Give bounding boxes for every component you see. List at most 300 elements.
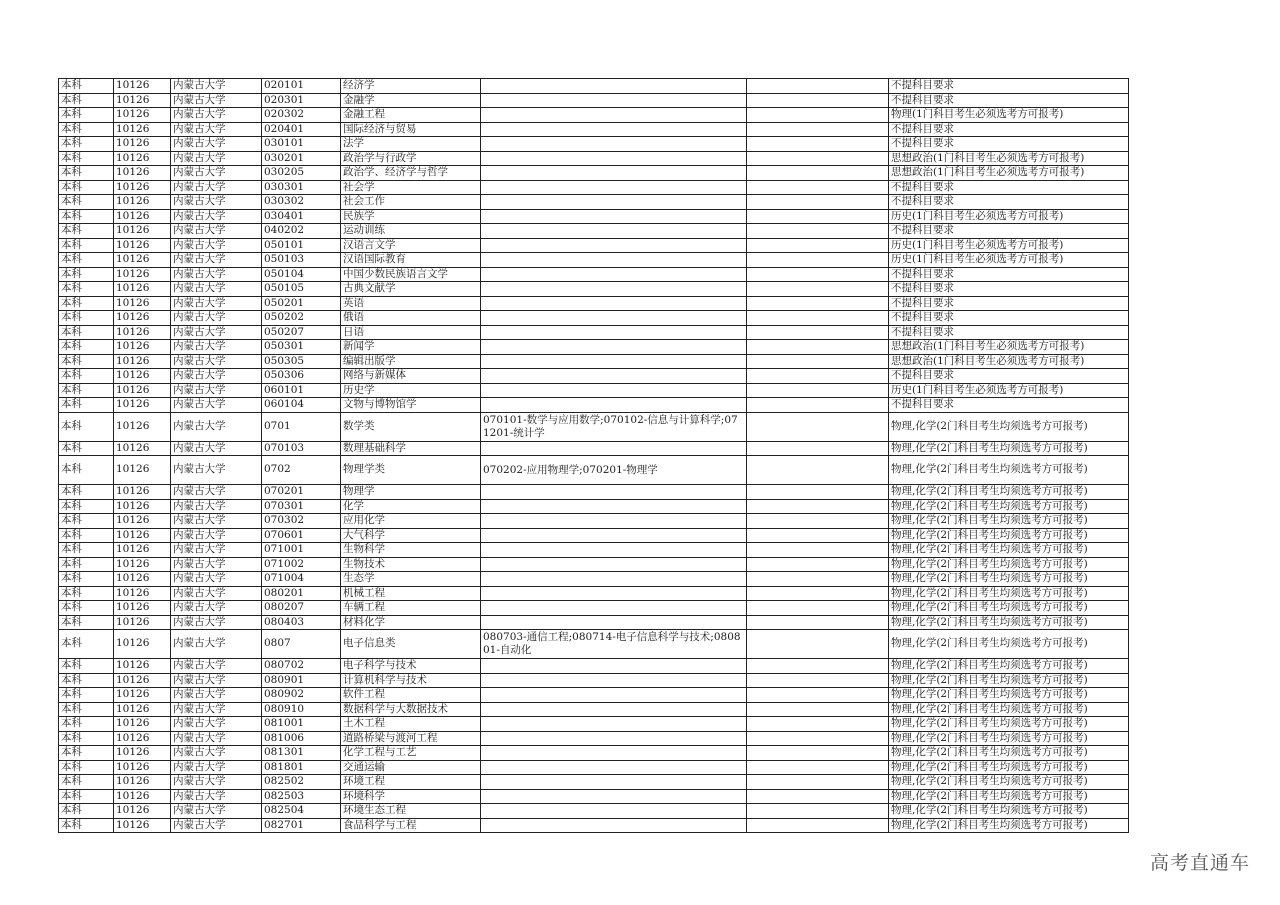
subject-requirement-cell: 思想政治(1门科目考生必须选考方可报考) — [889, 166, 1129, 181]
level-cell: 本科 — [59, 818, 114, 833]
level-cell: 本科 — [59, 340, 114, 355]
major-code-cell: 082502 — [262, 775, 341, 790]
school-name-cell: 内蒙古大学 — [171, 354, 262, 369]
subject-requirement-cell: 历史(1门科目考生必须选考方可报考) — [889, 238, 1129, 253]
table-row — [59, 325, 1129, 340]
included-majors-cell: 070101-数学与应用数学;070102-信息与计算科学;071201-统计学 — [481, 412, 747, 441]
major-code-cell: 050103 — [262, 253, 341, 268]
included-majors-cell — [481, 137, 747, 152]
included-majors-cell — [481, 122, 747, 137]
school-name-cell: 内蒙古大学 — [171, 340, 262, 355]
major-name-cell: 化学 — [341, 499, 481, 514]
level-cell: 本科 — [59, 485, 114, 500]
included-majors-cell — [481, 659, 747, 674]
table-row — [59, 267, 1129, 282]
school-code-cell: 10126 — [114, 354, 171, 369]
subject-requirement-cell: 物理,化学(2门科目考生均须选考方可报考) — [889, 514, 1129, 529]
major-code-cell: 060104 — [262, 398, 341, 413]
school-code-cell: 10126 — [114, 224, 171, 239]
subject-requirement-cell: 物理,化学(2门科目考生均须选考方可报考) — [889, 543, 1129, 558]
note-cell — [747, 456, 889, 485]
major-code-cell: 081001 — [262, 717, 341, 732]
major-name-cell: 社会学 — [341, 180, 481, 195]
school-name-cell: 内蒙古大学 — [171, 804, 262, 819]
level-cell: 本科 — [59, 615, 114, 630]
table-row — [59, 499, 1129, 514]
major-name-cell: 数据科学与大数据技术 — [341, 702, 481, 717]
major-name-cell: 交通运输 — [341, 760, 481, 775]
subject-requirement-cell: 思想政治(1门科目考生必须选考方可报考) — [889, 354, 1129, 369]
subject-requirement-cell: 物理,化学(2门科目考生均须选考方可报考) — [889, 499, 1129, 514]
major-name-cell: 物理学 — [341, 485, 481, 500]
note-cell — [747, 702, 889, 717]
note-cell — [747, 760, 889, 775]
school-name-cell: 内蒙古大学 — [171, 383, 262, 398]
major-name-cell: 生态学 — [341, 572, 481, 587]
level-cell: 本科 — [59, 586, 114, 601]
included-majors-cell — [481, 746, 747, 761]
note-cell — [747, 615, 889, 630]
school-code-cell: 10126 — [114, 108, 171, 123]
major-code-cell: 080702 — [262, 659, 341, 674]
school-code-cell: 10126 — [114, 601, 171, 616]
school-code-cell: 10126 — [114, 746, 171, 761]
table-row — [59, 514, 1129, 529]
table-row — [59, 543, 1129, 558]
level-cell: 本科 — [59, 760, 114, 775]
subject-requirement-cell: 物理,化学(2门科目考生均须选考方可报考) — [889, 412, 1129, 441]
note-cell — [747, 325, 889, 340]
school-code-cell: 10126 — [114, 659, 171, 674]
subject-requirement-cell: 物理,化学(2门科目考生均须选考方可报考) — [889, 601, 1129, 616]
level-cell: 本科 — [59, 601, 114, 616]
included-majors-cell — [481, 180, 747, 195]
major-code-cell: 070201 — [262, 485, 341, 500]
school-code-cell: 10126 — [114, 557, 171, 572]
major-code-cell: 030302 — [262, 195, 341, 210]
level-cell: 本科 — [59, 253, 114, 268]
included-majors-cell — [481, 572, 747, 587]
school-code-cell: 10126 — [114, 630, 171, 659]
table-row — [59, 151, 1129, 166]
school-name-cell: 内蒙古大学 — [171, 688, 262, 703]
level-cell: 本科 — [59, 688, 114, 703]
included-majors-cell — [481, 789, 747, 804]
included-majors-cell — [481, 717, 747, 732]
school-code-cell: 10126 — [114, 717, 171, 732]
school-name-cell: 内蒙古大学 — [171, 137, 262, 152]
major-name-cell: 中国少数民族语言文学 — [341, 267, 481, 282]
major-code-cell: 050101 — [262, 238, 341, 253]
level-cell: 本科 — [59, 441, 114, 456]
school-code-cell: 10126 — [114, 543, 171, 558]
note-cell — [747, 543, 889, 558]
subject-requirement-cell: 不提科目要求 — [889, 296, 1129, 311]
subject-requirement-cell: 不提科目要求 — [889, 398, 1129, 413]
school-name-cell: 内蒙古大学 — [171, 441, 262, 456]
note-cell — [747, 717, 889, 732]
note-cell — [747, 238, 889, 253]
school-code-cell: 10126 — [114, 615, 171, 630]
included-majors-cell — [481, 209, 747, 224]
included-majors-cell — [481, 557, 747, 572]
level-cell: 本科 — [59, 151, 114, 166]
table-row — [59, 209, 1129, 224]
school-name-cell: 内蒙古大学 — [171, 369, 262, 384]
level-cell: 本科 — [59, 224, 114, 239]
subject-requirement-cell: 不提科目要求 — [889, 195, 1129, 210]
major-code-cell: 070601 — [262, 528, 341, 543]
school-name-cell: 内蒙古大学 — [171, 267, 262, 282]
school-code-cell: 10126 — [114, 412, 171, 441]
school-code-cell: 10126 — [114, 267, 171, 282]
level-cell: 本科 — [59, 383, 114, 398]
subject-requirement-cell: 物理,化学(2门科目考生均须选考方可报考) — [889, 441, 1129, 456]
level-cell: 本科 — [59, 398, 114, 413]
included-majors-cell — [481, 673, 747, 688]
subject-requirement-cell: 不提科目要求 — [889, 180, 1129, 195]
table-row — [59, 398, 1129, 413]
note-cell — [747, 746, 889, 761]
major-code-cell: 050202 — [262, 311, 341, 326]
school-code-cell: 10126 — [114, 804, 171, 819]
major-name-cell: 数学类 — [341, 412, 481, 441]
major-code-cell: 030205 — [262, 166, 341, 181]
subject-requirement-cell: 物理,化学(2门科目考生均须选考方可报考) — [889, 630, 1129, 659]
subject-requirement-cell: 不提科目要求 — [889, 122, 1129, 137]
school-name-cell: 内蒙古大学 — [171, 702, 262, 717]
major-code-cell: 040202 — [262, 224, 341, 239]
school-code-cell: 10126 — [114, 818, 171, 833]
school-code-cell: 10126 — [114, 253, 171, 268]
subject-requirement-cell: 思想政治(1门科目考生必须选考方可报考) — [889, 151, 1129, 166]
level-cell: 本科 — [59, 528, 114, 543]
table-row — [59, 572, 1129, 587]
school-code-cell: 10126 — [114, 702, 171, 717]
included-majors-cell — [481, 383, 747, 398]
subject-requirement-cell: 物理,化学(2门科目考生均须选考方可报考) — [889, 717, 1129, 732]
school-name-cell: 内蒙古大学 — [171, 456, 262, 485]
school-name-cell: 内蒙古大学 — [171, 630, 262, 659]
school-name-cell: 内蒙古大学 — [171, 789, 262, 804]
school-name-cell: 内蒙古大学 — [171, 514, 262, 529]
major-name-cell: 材料化学 — [341, 615, 481, 630]
school-code-cell: 10126 — [114, 789, 171, 804]
school-name-cell: 内蒙古大学 — [171, 528, 262, 543]
level-cell: 本科 — [59, 166, 114, 181]
school-name-cell: 内蒙古大学 — [171, 731, 262, 746]
school-name-cell: 内蒙古大学 — [171, 601, 262, 616]
major-name-cell: 环境科学 — [341, 789, 481, 804]
school-code-cell: 10126 — [114, 296, 171, 311]
school-code-cell: 10126 — [114, 282, 171, 297]
table-row — [59, 296, 1129, 311]
included-majors-cell — [481, 267, 747, 282]
major-name-cell: 生物科学 — [341, 543, 481, 558]
school-code-cell: 10126 — [114, 688, 171, 703]
major-code-cell: 080207 — [262, 601, 341, 616]
subject-requirement-cell: 物理,化学(2门科目考生均须选考方可报考) — [889, 485, 1129, 500]
school-name-cell: 内蒙古大学 — [171, 659, 262, 674]
note-cell — [747, 818, 889, 833]
table-row — [59, 195, 1129, 210]
subject-requirement-cell: 物理,化学(2门科目考生均须选考方可报考) — [889, 673, 1129, 688]
major-code-cell: 060101 — [262, 383, 341, 398]
school-name-cell: 内蒙古大学 — [171, 746, 262, 761]
included-majors-cell — [481, 615, 747, 630]
included-majors-cell — [481, 224, 747, 239]
subject-requirement-cell: 不提科目要求 — [889, 79, 1129, 94]
level-cell: 本科 — [59, 412, 114, 441]
table-row — [59, 253, 1129, 268]
note-cell — [747, 731, 889, 746]
table-row — [59, 122, 1129, 137]
table-row — [59, 688, 1129, 703]
major-code-cell: 050201 — [262, 296, 341, 311]
included-majors-cell — [481, 93, 747, 108]
included-majors-cell — [481, 804, 747, 819]
school-code-cell: 10126 — [114, 441, 171, 456]
major-name-cell: 文物与博物馆学 — [341, 398, 481, 413]
school-name-cell: 内蒙古大学 — [171, 572, 262, 587]
subject-requirement-cell: 物理,化学(2门科目考生均须选考方可报考) — [889, 789, 1129, 804]
subject-requirement-cell: 物理,化学(2门科目考生均须选考方可报考) — [889, 818, 1129, 833]
table-row — [59, 383, 1129, 398]
included-majors-cell — [481, 775, 747, 790]
major-name-cell: 环境工程 — [341, 775, 481, 790]
major-name-cell: 物理学类 — [341, 456, 481, 485]
subject-requirement-cell: 不提科目要求 — [889, 282, 1129, 297]
table-row — [59, 760, 1129, 775]
major-code-cell: 050207 — [262, 325, 341, 340]
school-name-cell: 内蒙古大学 — [171, 282, 262, 297]
subject-requirement-cell: 物理,化学(2门科目考生均须选考方可报考) — [889, 586, 1129, 601]
note-cell — [747, 282, 889, 297]
major-name-cell: 大气科学 — [341, 528, 481, 543]
note-cell — [747, 369, 889, 384]
major-code-cell: 082504 — [262, 804, 341, 819]
subject-requirement-cell: 物理,化学(2门科目考生均须选考方可报考) — [889, 775, 1129, 790]
school-name-cell: 内蒙古大学 — [171, 253, 262, 268]
school-name-cell: 内蒙古大学 — [171, 586, 262, 601]
note-cell — [747, 572, 889, 587]
subject-requirement-cell: 物理,化学(2门科目考生均须选考方可报考) — [889, 456, 1129, 485]
table-row — [59, 630, 1129, 659]
table-row — [59, 485, 1129, 500]
included-majors-cell — [481, 731, 747, 746]
table-row — [59, 340, 1129, 355]
major-name-cell: 计算机科学与技术 — [341, 673, 481, 688]
major-code-cell: 020301 — [262, 93, 341, 108]
level-cell: 本科 — [59, 572, 114, 587]
major-code-cell: 080901 — [262, 673, 341, 688]
table-row — [59, 93, 1129, 108]
school-name-cell: 内蒙古大学 — [171, 151, 262, 166]
level-cell: 本科 — [59, 369, 114, 384]
level-cell: 本科 — [59, 238, 114, 253]
level-cell: 本科 — [59, 354, 114, 369]
major-name-cell: 国际经济与贸易 — [341, 122, 481, 137]
major-code-cell: 080201 — [262, 586, 341, 601]
included-majors-cell — [481, 166, 747, 181]
table-row — [59, 180, 1129, 195]
included-majors-cell — [481, 325, 747, 340]
major-name-cell: 机械工程 — [341, 586, 481, 601]
level-cell: 本科 — [59, 775, 114, 790]
table-row — [59, 789, 1129, 804]
major-code-cell: 071004 — [262, 572, 341, 587]
note-cell — [747, 296, 889, 311]
school-code-cell: 10126 — [114, 166, 171, 181]
major-name-cell: 汉语言文学 — [341, 238, 481, 253]
school-code-cell: 10126 — [114, 731, 171, 746]
note-cell — [747, 441, 889, 456]
subject-requirement-cell: 物理,化学(2门科目考生均须选考方可报考) — [889, 659, 1129, 674]
table-row — [59, 717, 1129, 732]
subject-requirement-cell: 不提科目要求 — [889, 325, 1129, 340]
major-code-cell: 020401 — [262, 122, 341, 137]
major-code-cell: 050306 — [262, 369, 341, 384]
note-cell — [747, 528, 889, 543]
school-name-cell: 内蒙古大学 — [171, 818, 262, 833]
level-cell: 本科 — [59, 282, 114, 297]
school-name-cell: 内蒙古大学 — [171, 325, 262, 340]
note-cell — [747, 108, 889, 123]
major-name-cell: 土木工程 — [341, 717, 481, 732]
major-name-cell: 历史学 — [341, 383, 481, 398]
included-majors-cell — [481, 688, 747, 703]
note-cell — [747, 340, 889, 355]
level-cell: 本科 — [59, 122, 114, 137]
level-cell: 本科 — [59, 180, 114, 195]
subject-requirement-cell: 不提科目要求 — [889, 93, 1129, 108]
included-majors-cell — [481, 398, 747, 413]
included-majors-cell — [481, 543, 747, 558]
major-name-cell: 经济学 — [341, 79, 481, 94]
major-code-cell: 030101 — [262, 137, 341, 152]
level-cell: 本科 — [59, 514, 114, 529]
school-name-cell: 内蒙古大学 — [171, 224, 262, 239]
watermark-logo-text: 高考直通车 — [1149, 852, 1250, 874]
school-code-cell: 10126 — [114, 311, 171, 326]
school-code-cell: 10126 — [114, 238, 171, 253]
school-code-cell: 10126 — [114, 760, 171, 775]
major-code-cell: 080403 — [262, 615, 341, 630]
subject-requirement-cell: 物理,化学(2门科目考生均须选考方可报考) — [889, 528, 1129, 543]
table-row — [59, 659, 1129, 674]
level-cell: 本科 — [59, 543, 114, 558]
note-cell — [747, 601, 889, 616]
subject-requirement-cell: 历史(1门科目考生必须选考方可报考) — [889, 253, 1129, 268]
major-code-cell: 082503 — [262, 789, 341, 804]
major-name-cell: 新闻学 — [341, 340, 481, 355]
major-name-cell: 软件工程 — [341, 688, 481, 703]
school-code-cell: 10126 — [114, 209, 171, 224]
subject-requirement-cell: 历史(1门科目考生必须选考方可报考) — [889, 209, 1129, 224]
note-cell — [747, 224, 889, 239]
major-code-cell: 081006 — [262, 731, 341, 746]
major-code-cell: 0807 — [262, 630, 341, 659]
school-code-cell: 10126 — [114, 528, 171, 543]
level-cell: 本科 — [59, 673, 114, 688]
major-code-cell: 030201 — [262, 151, 341, 166]
included-majors-cell — [481, 760, 747, 775]
school-code-cell: 10126 — [114, 775, 171, 790]
note-cell — [747, 557, 889, 572]
subject-requirement-cell: 物理,化学(2门科目考生均须选考方可报考) — [889, 557, 1129, 572]
table-row — [59, 746, 1129, 761]
major-name-cell: 化学工程与工艺 — [341, 746, 481, 761]
table-row — [59, 311, 1129, 326]
included-majors-cell — [481, 282, 747, 297]
subject-requirement-cell: 历史(1门科目考生必须选考方可报考) — [889, 383, 1129, 398]
subject-requirement-cell: 物理(1门科目考生必须选考方可报考) — [889, 108, 1129, 123]
major-name-cell: 数理基础科学 — [341, 441, 481, 456]
major-name-cell: 汉语国际教育 — [341, 253, 481, 268]
school-code-cell: 10126 — [114, 485, 171, 500]
level-cell: 本科 — [59, 108, 114, 123]
school-name-cell: 内蒙古大学 — [171, 93, 262, 108]
major-name-cell: 政治学、经济学与哲学 — [341, 166, 481, 181]
note-cell — [747, 166, 889, 181]
level-cell: 本科 — [59, 659, 114, 674]
school-name-cell: 内蒙古大学 — [171, 311, 262, 326]
school-name-cell: 内蒙古大学 — [171, 543, 262, 558]
school-code-cell: 10126 — [114, 93, 171, 108]
major-code-cell: 082701 — [262, 818, 341, 833]
subject-requirement-cell: 不提科目要求 — [889, 369, 1129, 384]
school-code-cell: 10126 — [114, 572, 171, 587]
subject-requirement-cell: 物理,化学(2门科目考生均须选考方可报考) — [889, 760, 1129, 775]
school-name-cell: 内蒙古大学 — [171, 296, 262, 311]
level-cell: 本科 — [59, 311, 114, 326]
included-majors-cell — [481, 296, 747, 311]
school-name-cell: 内蒙古大学 — [171, 180, 262, 195]
major-code-cell: 030301 — [262, 180, 341, 195]
table-row — [59, 282, 1129, 297]
table-row — [59, 601, 1129, 616]
level-cell: 本科 — [59, 731, 114, 746]
table-row — [59, 369, 1129, 384]
subject-requirement-cell: 不提科目要求 — [889, 224, 1129, 239]
major-name-cell: 应用化学 — [341, 514, 481, 529]
table-row — [59, 557, 1129, 572]
level-cell: 本科 — [59, 296, 114, 311]
major-name-cell: 道路桥梁与渡河工程 — [341, 731, 481, 746]
major-code-cell: 020101 — [262, 79, 341, 94]
major-code-cell: 030401 — [262, 209, 341, 224]
school-code-cell: 10126 — [114, 383, 171, 398]
major-name-cell: 网络与新媒体 — [341, 369, 481, 384]
school-name-cell: 内蒙古大学 — [171, 499, 262, 514]
level-cell: 本科 — [59, 499, 114, 514]
level-cell: 本科 — [59, 137, 114, 152]
note-cell — [747, 630, 889, 659]
note-cell — [747, 137, 889, 152]
note-cell — [747, 485, 889, 500]
level-cell: 本科 — [59, 630, 114, 659]
major-name-cell: 法学 — [341, 137, 481, 152]
included-majors-cell — [481, 311, 747, 326]
school-name-cell: 内蒙古大学 — [171, 615, 262, 630]
school-name-cell: 内蒙古大学 — [171, 673, 262, 688]
note-cell — [747, 412, 889, 441]
school-code-cell: 10126 — [114, 456, 171, 485]
note-cell — [747, 586, 889, 601]
note-cell — [747, 789, 889, 804]
table-row — [59, 615, 1129, 630]
major-code-cell: 0702 — [262, 456, 341, 485]
